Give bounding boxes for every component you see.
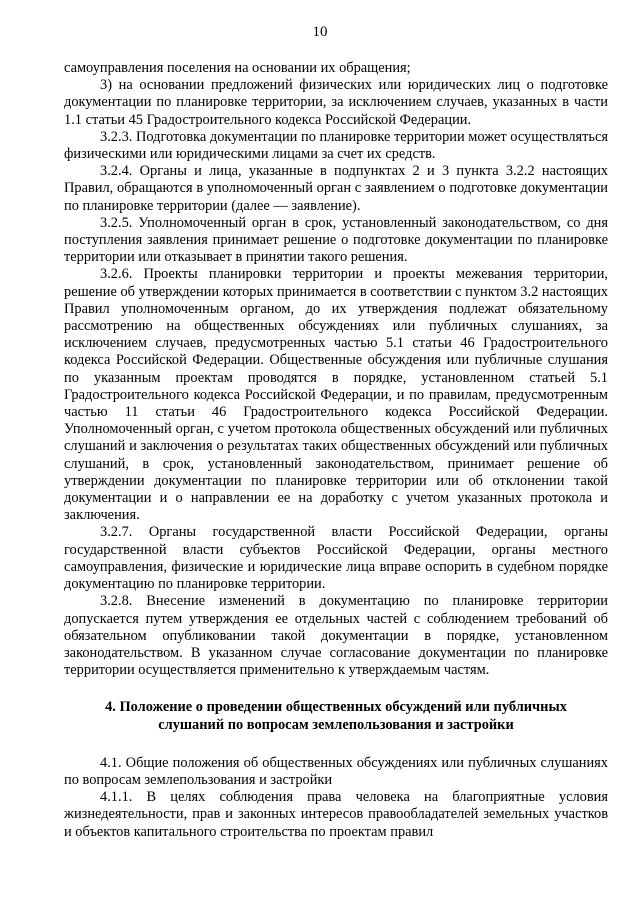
paragraph-3-2-8: 3.2.8. Внесение изменений в документацию по планировке территории допускается путем утверждения ее отдельных частей с соблюдением требований об обязательном опубликовании такой документации в порядке, установленном законодательством. В указанном случае согласование документации по планировке территории осуществляется применительно к утверждаемым частям. [64,593,608,679]
section-heading [64,699,608,733]
document-body [64,60,608,841]
paragraph-item-3: 3) на основании предложений физических или юридических лиц о подготовке документации по планировке территории, за исключением случаев, указанных в части 1.1 статьи 45 Градостроительного кодекса Российской Федерации. [64,77,608,128]
paragraph-3-2-6: 3.2.6. Проекты планировки территории и проекты межевания территории, решение об утверждении которых принимается в соответствии с пунктом 3.2 настоящих Правил уполномоченным органом, до их утверждения подлежат обязательному рассмотрению на общественных обсуждениях или публичных слушаниях, за исключением случаев, предусмотренных частью 5.1 статьи 46 Градостроительного кодекса Российской Федерации. Общественные обсуждения или публичные слушания по указанным проектам проводятся в порядке, установленном статьей 5.1 Градостроительного кодекса Российской Федерации, и по правилам, предусмотренным частью 11 статьи 46 Градостроительного кодекса Российской Федерации. Уполномоченный орган, с учетом протокола общественных обсуждений или публичных слушаний и заключения о результатах таких общественных обсуждений или публичных слушаний, в срок, установленный законодательством, принимает решение об утверждении документации по планировке территории или об отклонении такой документации и о направлении ее на доработку с учетом указанных протокола и заключения. [64,266,608,524]
paragraph-3-2-3: 3.2.3. Подготовка документации по планировке территории может осуществляться физическими или юридическими лицами за счет их средств. [64,128,608,163]
section-heading-line-2: слушаний по вопросам землепользования и застройки [158,716,514,733]
paragraph-4-1-1: 4.1.1. В целях соблюдения права человека на благоприятные условия жизнедеятельности, прав и законных интересов правообладателей земельных участков и объектов капитального строительства по проектам правил [64,789,608,840]
section-heading-line-1: 4. Положение о проведении общественных обсуждений или публичных [105,699,567,716]
paragraph-4-1: 4.1. Общие положения об общественных обсуждениях или публичных слушаниях по вопросам землепользования и застройки [64,754,608,788]
paragraph-3-2-5: 3.2.5. Уполномоченный орган в срок, установленный законодательством, со дня поступления заявления принимает решение о подготовке документации по планировке территории или отказывает в принятии такого решения. [64,214,608,266]
paragraph-3-2-4: 3.2.4. Органы и лица, указанные в подпунктах 2 и 3 пункта 3.2.2 настоящих Правил, обращаются в уполномоченный орган с заявлением о подготовке документации по планировке территории (далее — заявление). [64,163,608,214]
paragraph-continuation: самоуправления поселения на основании их обращения; [64,60,411,76]
page-number: 10 [312,24,328,40]
paragraph-3-2-7: 3.2.7. Органы государственной власти Российской Федерации, органы государственной власти субъектов Российской Федерации, органы местного самоуправления, физические и юридические лица вправе оспорить в судебном порядке документацию по планировке территории. [64,524,608,593]
